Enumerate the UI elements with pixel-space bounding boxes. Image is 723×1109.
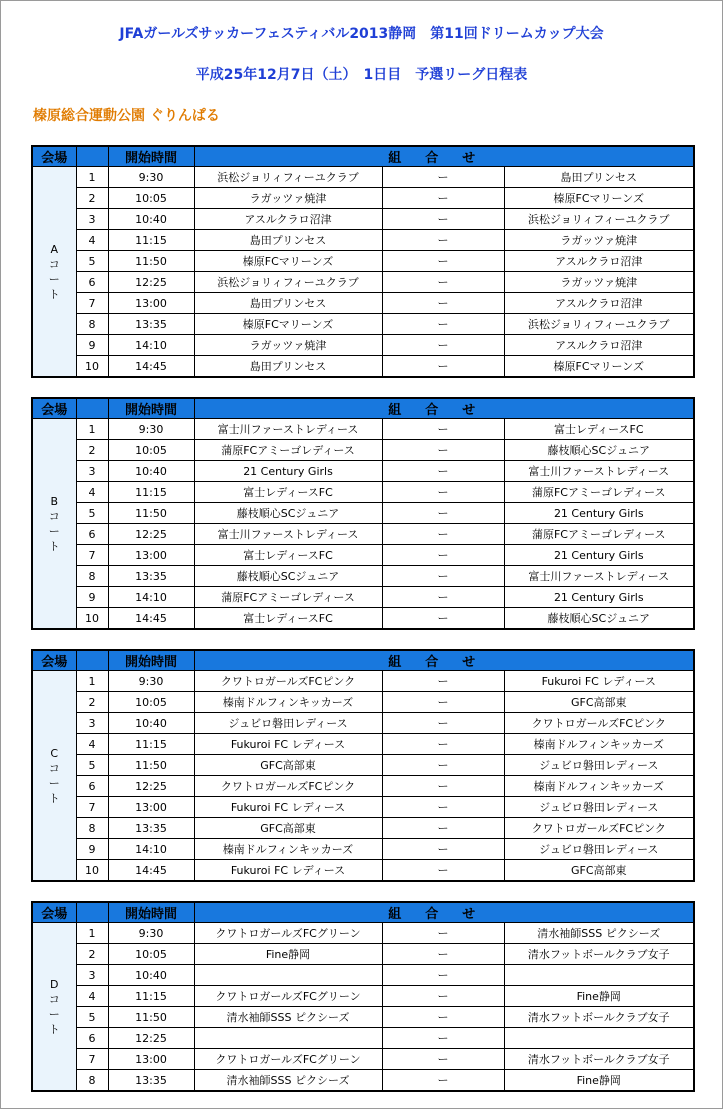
away-team: 蒲原FCアミーゴレディース [504, 482, 694, 503]
away-team: Fukuroi FC レディース [504, 671, 694, 692]
table-row [32, 167, 694, 188]
header-start-time: 開始時間 [108, 398, 194, 419]
table-row [32, 545, 694, 566]
home-team: クワトロガールズFCグリーン [194, 986, 382, 1007]
match-number: 10 [76, 860, 108, 882]
match-number: 3 [76, 965, 108, 986]
away-team: ジュビロ磐田レディース [504, 797, 694, 818]
versus-dash: ー [382, 1007, 504, 1028]
match-number: 5 [76, 1007, 108, 1028]
table-row [32, 671, 694, 692]
home-team: クワトロガールズFCグリーン [194, 923, 382, 944]
header-venue: 会場 [32, 650, 76, 671]
versus-dash: ー [382, 314, 504, 335]
away-team: Fine静岡 [504, 986, 694, 1007]
home-team [194, 965, 382, 986]
table-row [32, 734, 694, 755]
away-team: ジュビロ磐田レディース [504, 755, 694, 776]
start-time: 10:40 [108, 209, 194, 230]
table-row [32, 1028, 694, 1049]
home-team: 島田プリンセス [194, 230, 382, 251]
match-number: 1 [76, 419, 108, 440]
start-time: 11:50 [108, 1007, 194, 1028]
court-label-char: ト [48, 1022, 60, 1036]
match-number: 9 [76, 839, 108, 860]
header-matchup: 組合せ [194, 902, 694, 923]
table-header-row [32, 650, 694, 671]
versus-dash: ー [382, 1028, 504, 1049]
away-team: 浜松ジョリィフィーユクラブ [504, 314, 694, 335]
match-number: 2 [76, 944, 108, 965]
versus-dash: ー [382, 587, 504, 608]
start-time: 13:00 [108, 293, 194, 314]
match-number: 3 [76, 713, 108, 734]
start-time: 9:30 [108, 671, 194, 692]
start-time: 11:50 [108, 755, 194, 776]
home-team: 榛南ドルフィンキッカーズ [194, 839, 382, 860]
header-blank [76, 398, 108, 419]
home-team: 島田プリンセス [194, 293, 382, 314]
versus-dash: ー [382, 167, 504, 188]
away-team: アスルクラロ沼津 [504, 293, 694, 314]
versus-dash: ー [382, 839, 504, 860]
table-row [32, 293, 694, 314]
court-label-char: C [50, 746, 59, 760]
start-time: 9:30 [108, 923, 194, 944]
header-start-time: 開始時間 [108, 902, 194, 923]
home-team: クワトロガールズFCグリーン [194, 1049, 382, 1070]
header-matchup: 組合せ [194, 650, 694, 671]
start-time: 11:15 [108, 734, 194, 755]
header-venue: 会場 [32, 146, 76, 167]
versus-dash: ー [382, 923, 504, 944]
away-team: 島田プリンセス [504, 167, 694, 188]
match-number: 8 [76, 1070, 108, 1092]
table-row [32, 587, 694, 608]
home-team: 蒲原FCアミーゴレディース [194, 440, 382, 461]
away-team: 浜松ジョリィフィーユクラブ [504, 209, 694, 230]
away-team: 21 Century Girls [504, 545, 694, 566]
start-time: 13:00 [108, 1049, 194, 1070]
match-number: 9 [76, 587, 108, 608]
venue-name: 榛原総合運動公園 ぐりんぱる [33, 108, 220, 124]
table-row [32, 986, 694, 1007]
home-team: 榛南ドルフィンキッカーズ [194, 692, 382, 713]
court-label [32, 671, 76, 882]
away-team [504, 965, 694, 986]
table-row [32, 776, 694, 797]
home-team: 浜松ジョリィフィーユクラブ [194, 167, 382, 188]
table-row [32, 356, 694, 378]
versus-dash: ー [382, 482, 504, 503]
match-number: 5 [76, 251, 108, 272]
start-time: 11:15 [108, 230, 194, 251]
table-row [32, 860, 694, 882]
versus-dash: ー [382, 209, 504, 230]
table-row [32, 482, 694, 503]
away-team: クワトロガールズFCピンク [504, 818, 694, 839]
home-team: Fukuroi FC レディース [194, 797, 382, 818]
table-row [32, 965, 694, 986]
match-number: 4 [76, 986, 108, 1007]
home-team: Fine静岡 [194, 944, 382, 965]
court-label-char: コ [48, 257, 60, 271]
court-label-char: ト [48, 791, 60, 805]
away-team: クワトロガールズFCピンク [504, 713, 694, 734]
match-number: 4 [76, 230, 108, 251]
away-team: GFC高部東 [504, 692, 694, 713]
versus-dash: ー [382, 986, 504, 1007]
match-number: 7 [76, 293, 108, 314]
versus-dash: ー [382, 293, 504, 314]
versus-dash: ー [382, 692, 504, 713]
court-label-char: ト [48, 287, 60, 301]
away-team: 21 Century Girls [504, 587, 694, 608]
away-team: 藤枝順心SCジュニア [504, 440, 694, 461]
match-number: 3 [76, 209, 108, 230]
versus-dash: ー [382, 566, 504, 587]
home-team: 清水袖師SSS ピクシーズ [194, 1070, 382, 1092]
start-time: 14:45 [108, 356, 194, 378]
home-team: Fukuroi FC レディース [194, 860, 382, 882]
home-team: ラガッツァ焼津 [194, 188, 382, 209]
away-team [504, 1028, 694, 1049]
start-time: 12:25 [108, 776, 194, 797]
away-team: 榛原FCマリーンズ [504, 188, 694, 209]
start-time: 9:30 [108, 167, 194, 188]
table-row [32, 1007, 694, 1028]
versus-dash: ー [382, 461, 504, 482]
table-row [32, 1070, 694, 1092]
away-team: GFC高部東 [504, 860, 694, 882]
start-time: 10:05 [108, 692, 194, 713]
start-time: 14:10 [108, 839, 194, 860]
start-time: 13:35 [108, 566, 194, 587]
court-label [32, 419, 76, 630]
match-number: 8 [76, 314, 108, 335]
court-label-char: ー [48, 776, 60, 790]
start-time: 13:35 [108, 1070, 194, 1092]
away-team: 清水フットボールクラブ女子 [504, 1007, 694, 1028]
table-row [32, 461, 694, 482]
start-time: 14:45 [108, 860, 194, 882]
match-number: 7 [76, 1049, 108, 1070]
match-number: 7 [76, 545, 108, 566]
away-team: 榛南ドルフィンキッカーズ [504, 776, 694, 797]
table-row [32, 755, 694, 776]
match-number: 1 [76, 671, 108, 692]
versus-dash: ー [382, 419, 504, 440]
schedule-table [31, 145, 695, 378]
header-matchup: 組合せ [194, 146, 694, 167]
header-venue: 会場 [32, 398, 76, 419]
header-start-time: 開始時間 [108, 146, 194, 167]
home-team: 富士川ファーストレディース [194, 419, 382, 440]
versus-dash: ー [382, 944, 504, 965]
versus-dash: ー [382, 818, 504, 839]
start-time: 11:50 [108, 503, 194, 524]
start-time: 10:40 [108, 461, 194, 482]
start-time: 10:40 [108, 965, 194, 986]
home-team: 清水袖師SSS ピクシーズ [194, 1007, 382, 1028]
home-team: 島田プリンセス [194, 356, 382, 378]
table-header-row [32, 146, 694, 167]
versus-dash: ー [382, 503, 504, 524]
away-team: アスルクラロ沼津 [504, 335, 694, 356]
away-team: 富士川ファーストレディース [504, 566, 694, 587]
start-time: 12:25 [108, 1028, 194, 1049]
versus-dash: ー [382, 1070, 504, 1092]
home-team: 富士レディースFC [194, 545, 382, 566]
home-team: ラガッツァ焼津 [194, 335, 382, 356]
match-number: 1 [76, 923, 108, 944]
match-number: 4 [76, 734, 108, 755]
match-number: 6 [76, 524, 108, 545]
versus-dash: ー [382, 251, 504, 272]
table-row [32, 944, 694, 965]
table-header-row [32, 398, 694, 419]
away-team: 榛原FCマリーンズ [504, 356, 694, 378]
header-blank [76, 146, 108, 167]
match-number: 1 [76, 167, 108, 188]
court-label-char: ー [48, 1007, 60, 1021]
start-time: 13:00 [108, 545, 194, 566]
home-team: GFC高部東 [194, 755, 382, 776]
table-row [32, 209, 694, 230]
schedule-table [31, 901, 695, 1092]
court-label-char: コ [48, 761, 60, 775]
versus-dash: ー [382, 1049, 504, 1070]
match-number: 3 [76, 461, 108, 482]
versus-dash: ー [382, 188, 504, 209]
match-number: 10 [76, 608, 108, 630]
away-team: 蒲原FCアミーゴレディース [504, 524, 694, 545]
table-row [32, 524, 694, 545]
table-row [32, 440, 694, 461]
header-blank [76, 650, 108, 671]
header-venue: 会場 [32, 902, 76, 923]
table-row [32, 230, 694, 251]
versus-dash: ー [382, 755, 504, 776]
start-time: 14:10 [108, 587, 194, 608]
table-row [32, 188, 694, 209]
versus-dash: ー [382, 272, 504, 293]
home-team: 榛原FCマリーンズ [194, 314, 382, 335]
start-time: 14:10 [108, 335, 194, 356]
versus-dash: ー [382, 671, 504, 692]
court-label-char: コ [48, 509, 60, 523]
home-team: Fukuroi FC レディース [194, 734, 382, 755]
match-number: 10 [76, 356, 108, 378]
home-team: クワトロガールズFCピンク [194, 776, 382, 797]
away-team: ジュビロ磐田レディース [504, 839, 694, 860]
court-label-char: B [50, 494, 59, 508]
start-time: 10:05 [108, 944, 194, 965]
table-header-row [32, 902, 694, 923]
table-row [32, 923, 694, 944]
home-team: クワトロガールズFCピンク [194, 671, 382, 692]
header-start-time: 開始時間 [108, 650, 194, 671]
schedule-table [31, 649, 695, 882]
versus-dash: ー [382, 608, 504, 630]
court-label [32, 167, 76, 378]
match-number: 8 [76, 566, 108, 587]
schedule-table [31, 397, 695, 630]
home-team: 浜松ジョリィフィーユクラブ [194, 272, 382, 293]
start-time: 13:35 [108, 314, 194, 335]
versus-dash: ー [382, 797, 504, 818]
away-team: 藤枝順心SCジュニア [504, 608, 694, 630]
versus-dash: ー [382, 356, 504, 378]
start-time: 13:35 [108, 818, 194, 839]
away-team: 清水フットボールクラブ女子 [504, 1049, 694, 1070]
table-row [32, 419, 694, 440]
home-team: 藤枝順心SCジュニア [194, 566, 382, 587]
match-number: 6 [76, 1028, 108, 1049]
versus-dash: ー [382, 860, 504, 882]
match-number: 4 [76, 482, 108, 503]
table-row [32, 1049, 694, 1070]
match-number: 5 [76, 755, 108, 776]
start-time: 14:45 [108, 608, 194, 630]
court-label-char: A [50, 242, 59, 256]
away-team: 清水フットボールクラブ女子 [504, 944, 694, 965]
court-label-char: コ [48, 992, 60, 1006]
table-row [32, 272, 694, 293]
match-number: 2 [76, 440, 108, 461]
table-row [32, 335, 694, 356]
match-number: 6 [76, 776, 108, 797]
away-team: アスルクラロ沼津 [504, 251, 694, 272]
table-row [32, 692, 694, 713]
match-number: 5 [76, 503, 108, 524]
versus-dash: ー [382, 524, 504, 545]
header-matchup: 組合せ [194, 398, 694, 419]
table-row [32, 503, 694, 524]
versus-dash: ー [382, 230, 504, 251]
table-row [32, 797, 694, 818]
home-team: GFC高部東 [194, 818, 382, 839]
header-blank [76, 902, 108, 923]
home-team: 富士レディースFC [194, 482, 382, 503]
away-team: Fine静岡 [504, 1070, 694, 1092]
table-row [32, 251, 694, 272]
start-time: 10:40 [108, 713, 194, 734]
away-team: 21 Century Girls [504, 503, 694, 524]
home-team: 蒲原FCアミーゴレディース [194, 587, 382, 608]
versus-dash: ー [382, 440, 504, 461]
away-team: 清水袖師SSS ピクシーズ [504, 923, 694, 944]
page-subtitle: 平成25年12月7日（土） 1日目 予選リーグ日程表 [195, 67, 528, 83]
home-team: 藤枝順心SCジュニア [194, 503, 382, 524]
table-row [32, 314, 694, 335]
table-row [32, 566, 694, 587]
table-row [32, 713, 694, 734]
court-label-char: ー [48, 272, 60, 286]
start-time: 9:30 [108, 419, 194, 440]
home-team: 富士レディースFC [194, 608, 382, 630]
start-time: 10:05 [108, 188, 194, 209]
versus-dash: ー [382, 965, 504, 986]
versus-dash: ー [382, 335, 504, 356]
home-team: 富士川ファーストレディース [194, 524, 382, 545]
court-label-char: D [50, 977, 59, 991]
versus-dash: ー [382, 545, 504, 566]
versus-dash: ー [382, 734, 504, 755]
home-team [194, 1028, 382, 1049]
versus-dash: ー [382, 776, 504, 797]
court-label-char: ー [48, 524, 60, 538]
start-time: 12:25 [108, 524, 194, 545]
home-team: アスルクラロ沼津 [194, 209, 382, 230]
home-team: 21 Century Girls [194, 461, 382, 482]
start-time: 11:50 [108, 251, 194, 272]
away-team: 富士川ファーストレディース [504, 461, 694, 482]
away-team: ラガッツァ焼津 [504, 272, 694, 293]
match-number: 8 [76, 818, 108, 839]
start-time: 11:15 [108, 986, 194, 1007]
start-time: 13:00 [108, 797, 194, 818]
court-label [32, 923, 76, 1092]
match-number: 6 [76, 272, 108, 293]
away-team: 富士レディースFC [504, 419, 694, 440]
table-row [32, 818, 694, 839]
page-title: JFAガールズサッカーフェスティバル2013静岡 第11回ドリームカップ大会 [119, 26, 604, 42]
table-row [32, 839, 694, 860]
home-team: 榛原FCマリーンズ [194, 251, 382, 272]
match-number: 2 [76, 692, 108, 713]
away-team: ラガッツァ焼津 [504, 230, 694, 251]
match-number: 7 [76, 797, 108, 818]
match-number: 9 [76, 335, 108, 356]
court-label-char: ト [48, 539, 60, 553]
start-time: 11:15 [108, 482, 194, 503]
home-team: ジュビロ磐田レディース [194, 713, 382, 734]
start-time: 10:05 [108, 440, 194, 461]
versus-dash: ー [382, 713, 504, 734]
away-team: 榛南ドルフィンキッカーズ [504, 734, 694, 755]
start-time: 12:25 [108, 272, 194, 293]
match-number: 2 [76, 188, 108, 209]
table-row [32, 608, 694, 630]
